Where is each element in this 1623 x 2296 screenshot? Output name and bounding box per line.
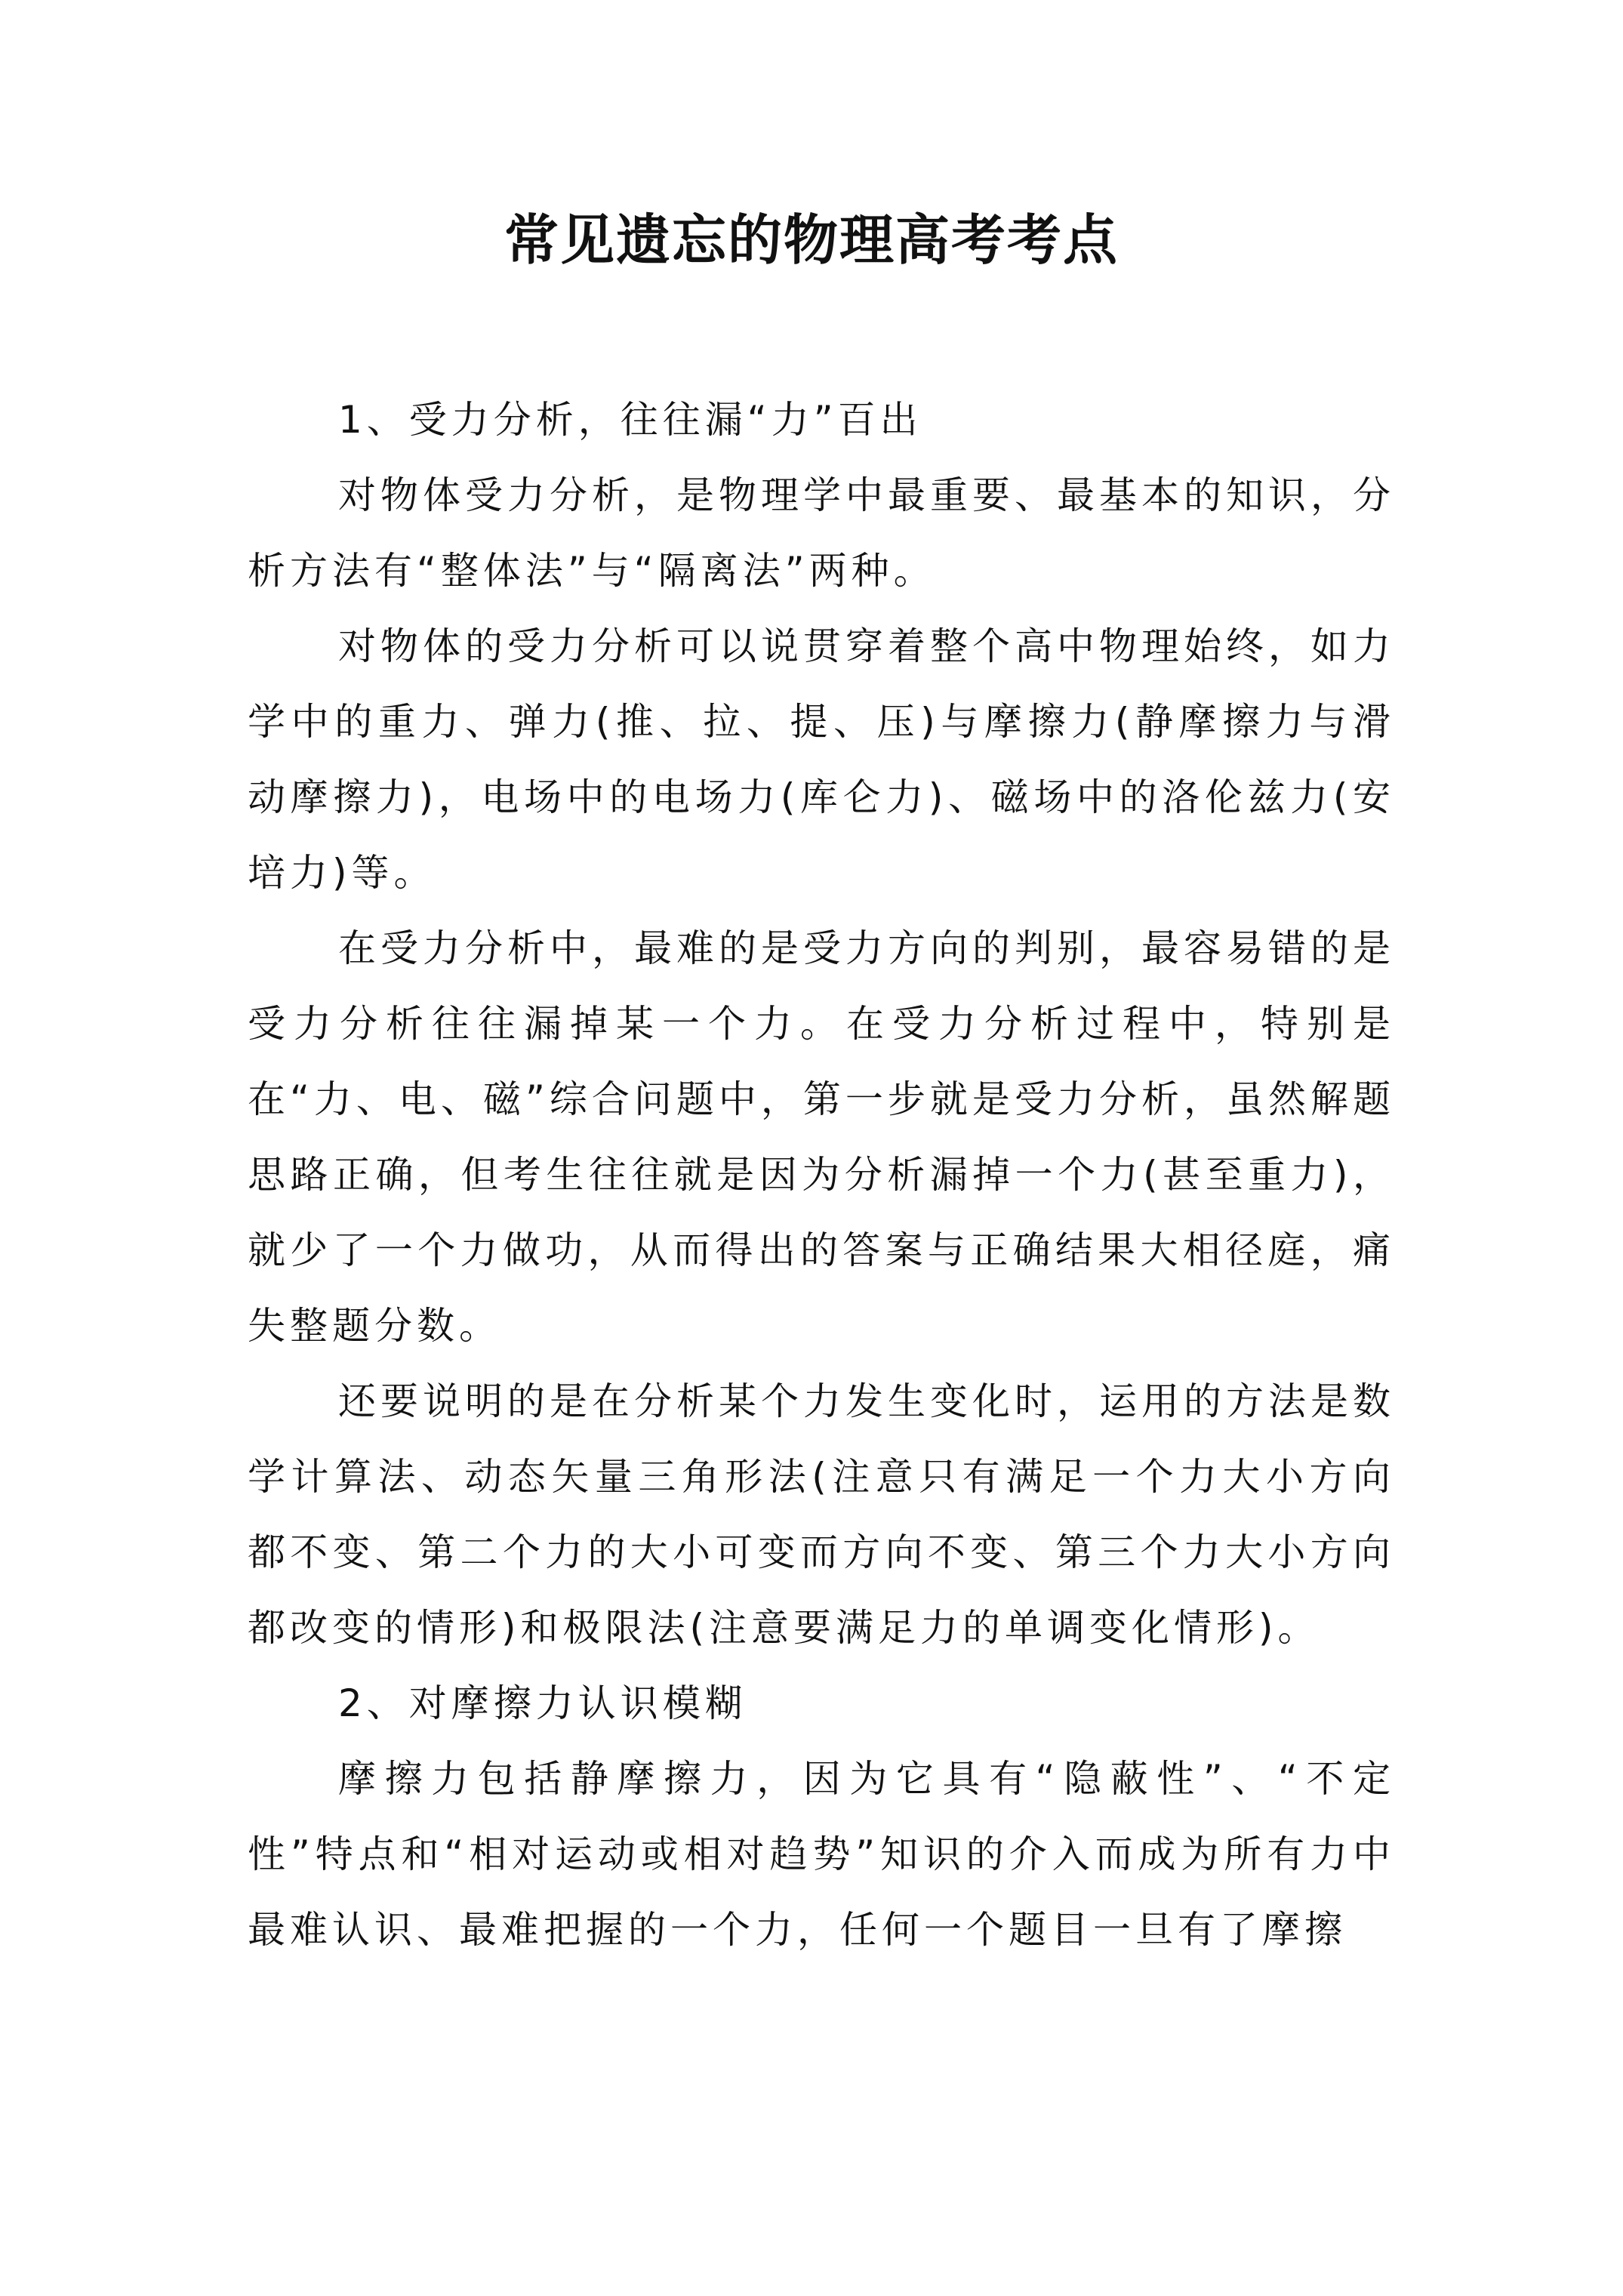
- section-heading-1: 1、受力分析，往往漏“力”百出: [338, 398, 922, 442]
- paragraph: 对物体受力分析，是物理学中最重要、最基本的知识，分析方法有“整体法”与“隔离法”两种。: [248, 473, 1395, 593]
- paragraph: 摩擦力包括静摩擦力，因为它具有“隐蔽性”、“不定性”特点和“相对运动或相对趋势”知识的介入而成为所有力中最难认识、最难把握的一个力，任何一个题目一旦有了摩擦: [248, 1757, 1395, 1952]
- section-heading-2: 2、对摩擦力认识模糊: [338, 1681, 747, 1725]
- paragraph: 还要说明的是在分析某个力发生变化时，运用的方法是数学计算法、动态矢量三角形法(注意只有满足一个力大小方向都不变、第二个力的大小可变而方向不变、第三个力大小方向都改变的情形)和极限法(注意要满足力的单调变化情形)。: [248, 1379, 1395, 1650]
- paragraph: 在受力分析中，最难的是受力方向的判别，最容易错的是受力分析往往漏掉某一个力。在受力分析过程中，特别是在“力、电、磁”综合问题中，第一步就是受力分析，虽然解题思路正确，但考生往往就是因为分析漏掉一个力(甚至重力)，就少了一个力做功，从而得出的答案与正确结果大相径庭，痛失整题分数。: [248, 926, 1395, 1348]
- paragraph: 对物体的受力分析可以说贯穿着整个高中物理始终，如力学中的重力、弹力(推、拉、提、压)与摩擦力(静摩擦力与滑动摩擦力)，电场中的电场力(库仑力)、磁场中的洛伦兹力(安培力)等。: [248, 624, 1395, 895]
- document-body: [248, 382, 1395, 1968]
- document-title: 常见遗忘的物理高考考点: [504, 208, 1119, 272]
